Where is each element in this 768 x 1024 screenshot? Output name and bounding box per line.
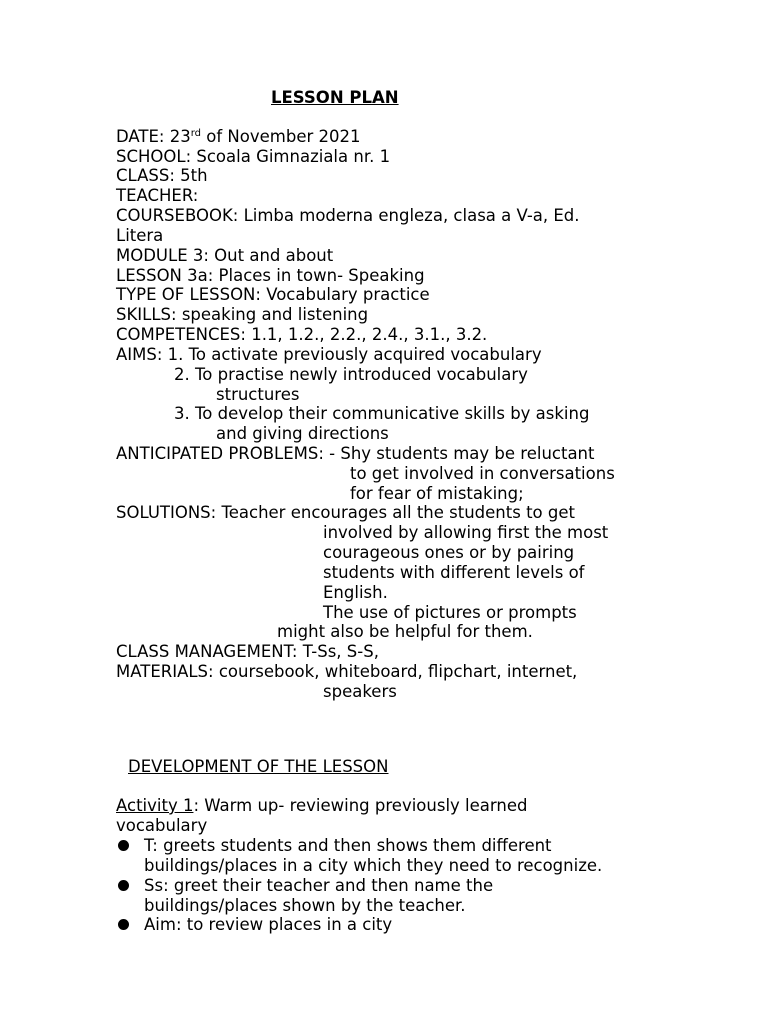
bullet-icon [118, 840, 129, 851]
solutions-line-6: The use of pictures or prompts [323, 603, 577, 622]
list-item: T: greets students and then shows them different [144, 836, 552, 855]
list-item: Ss: greet their teacher and then name the [144, 876, 494, 895]
aims-line-2b: structures [216, 385, 300, 404]
teacher-line: TEACHER: [116, 186, 199, 205]
list-item-continuation: buildings/places in a city which they need to recognize. [144, 856, 603, 875]
problems-line-1: ANTICIPATED PROBLEMS: - Shy students may be reluctant [116, 444, 595, 463]
solutions-line-1: SOLUTIONS: Teacher encourages all the students to get [116, 503, 575, 522]
date-suffix: rd [190, 128, 202, 139]
materials-line-2: speakers [323, 682, 397, 701]
class-line: CLASS: 5th [116, 166, 208, 185]
competences-line: COMPETENCES: 1.1, 1.2., 2.2., 2.4., 3.1., 3.2. [116, 325, 488, 344]
coursebook-line: COURSEBOOK: Limba moderna engleza, clasa a V-a, Ed. [116, 206, 580, 225]
activity-1-line [116, 796, 527, 816]
problems-line-2: to get involved in conversations [350, 464, 615, 483]
solutions-line-2: involved by allowing first the most [323, 523, 609, 542]
class-management-line: CLASS MANAGEMENT: T-Ss, S-S, [116, 642, 379, 661]
coursebook-line-2: Litera [116, 226, 164, 245]
skills-line: SKILLS: speaking and listening [116, 305, 369, 324]
aims-line-2: 2. To practise newly introduced vocabulary [174, 365, 528, 384]
bullet-icon [118, 880, 129, 891]
development-heading: DEVELOPMENT OF THE LESSON [128, 757, 389, 776]
list-item: Aim: to review places in a city [144, 915, 393, 934]
list-item-continuation: buildings/places shown by the teacher. [144, 896, 466, 915]
problems-line-3: for fear of mistaking; [350, 484, 524, 503]
date-line [116, 127, 361, 147]
school-line: SCHOOL: Scoala Gimnaziala nr. 1 [116, 147, 391, 166]
bullet-icon [118, 919, 129, 930]
module-line: MODULE 3: Out and about [116, 246, 334, 265]
solutions-line-4: students with different levels of [323, 563, 585, 582]
activity-1-line-2: vocabulary [116, 816, 208, 835]
solutions-line-3: courageous ones or by pairing [323, 543, 575, 562]
activity-1-title: : Warm up- reviewing previously learned [193, 796, 528, 815]
aims-line-3b: and giving directions [216, 424, 389, 443]
page-title: LESSON PLAN [271, 88, 399, 107]
lesson-line: LESSON 3a: Places in town- Speaking [116, 266, 425, 285]
solutions-line-5: English. [323, 583, 388, 602]
materials-line-1: MATERIALS: coursebook, whiteboard, flipchart, internet, [116, 662, 578, 681]
aims-line-1: AIMS: 1. To activate previously acquired vocabulary [116, 345, 542, 364]
aims-line-3: 3. To develop their communicative skills by asking [174, 404, 590, 423]
date-label: DATE: 23 [116, 127, 191, 146]
date-rest: of November 2021 [201, 127, 361, 146]
solutions-line-7: might also be helpful for them. [277, 622, 533, 641]
lesson-type-line: TYPE OF LESSON: Vocabulary practice [116, 285, 430, 304]
activity-1-label: Activity 1 [116, 796, 194, 815]
